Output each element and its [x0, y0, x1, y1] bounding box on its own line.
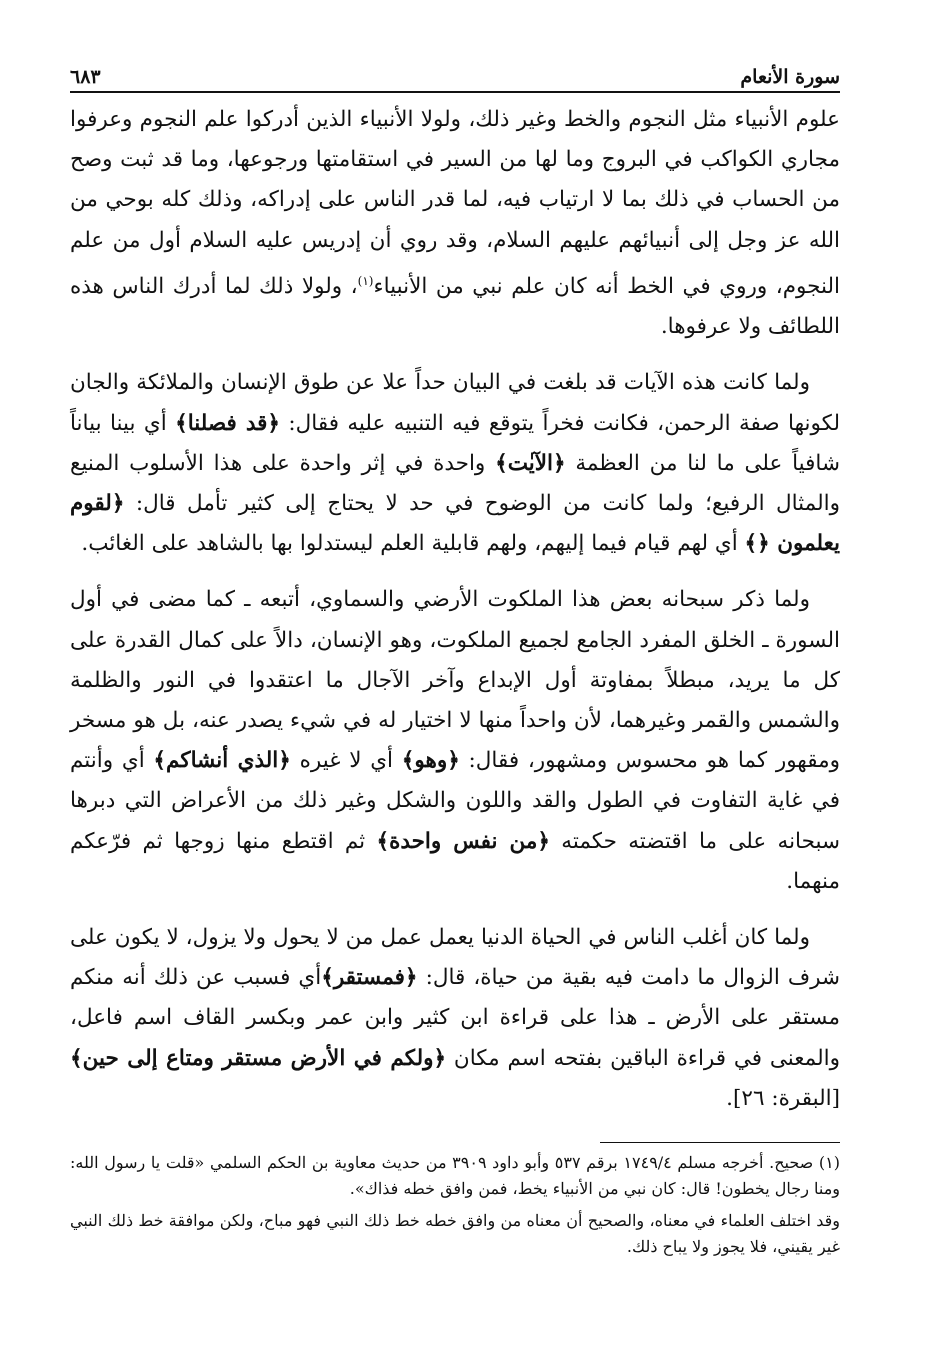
footnote-marker: (١): [357, 273, 374, 288]
quran-quote: ﴿وهو﴾: [401, 748, 460, 774]
quran-quote: ﴿الذي أنشاكم﴾: [153, 748, 291, 774]
footnotes: [70, 1150, 840, 1260]
quran-quote: ﴿فمستقر﴾: [321, 965, 418, 991]
text-run: ولما كان أغلب الناس في الحياة الدنيا يعمل عمل من لا يحول ولا يزول، لا يكون على شرف الزوال ما دامت فيه بقية من حياة، قال:: [70, 925, 841, 991]
quran-quote: ﴿لقوم يعلمون ﴿﴾: [70, 490, 840, 557]
paragraph: [70, 580, 840, 902]
text-run: أي وأنتم في غاية التفاوت في الطول والقد واللون والشكل وغير ذلك من الأعراض التي دبرها سبحانه على ما اقتضته حكمته: [70, 748, 840, 854]
quran-quote: ﴿قد فصلنا﴾: [175, 410, 280, 436]
text-run: أي لا غيره: [290, 748, 402, 774]
main-text: [70, 100, 840, 1119]
footnote-text: وقد اختلف العلماء في معناه، والصحيح أن معناه من وافق خطه خط ذلك النبي فهو مباح، ولكن موافقة خط ذلك النبي غير يقيني، فلا يجوز ولا يباح ذلك.: [70, 1211, 841, 1256]
paragraph: [70, 918, 840, 1119]
text-run: ولما ذكر سبحانه بعض هذا الملكوت الأرضي والسماوي، أتبعه ـ كما مضى في أول السورة ـ الخلق المفرد الجامع لجميع الملكوت، وهو الإنسان، دالاً على كمال القدرة على كل ما يريد، مبطلاً بمفاوتة أول الإبداع وآخر الآجال ما اعتقدوا في النور والظلمة والشمس والقمر وغيرهما، لأن واحداً منها لا اختيار له في شيء يصدر عنه، بل هو مسخر ومقهور كما هو محسوس ومشهور، فقال:: [70, 587, 840, 774]
text-run: ولما كانت هذه الآيات قد بلغت في البيان حداً علا عن طوق الإنسان والملائكة والجان لكونها صفة الرحمن، فكانت فخراً يتوقع فيه التنبيه عليه فقال:: [70, 370, 841, 436]
text-run: ثم اقتطع منها زوجها ثم فرّعكم منهما.: [70, 828, 840, 894]
paragraph: [70, 363, 840, 564]
paragraph: [70, 100, 840, 347]
page-header: [70, 54, 840, 88]
text-run: ، ولولا ذلك لما أدرك الناس هذه اللطائف ولا عرفوها.: [70, 273, 840, 340]
text-run: علوم الأنبياء مثل النجوم والخط وغير ذلك، ولولا الأنبياء الذين أدركوا علم النجوم وعرفوا مجاري الكواكب في البروج وما لها من السير في استقامتها ورجوعها، وما قد ثبت وصح من الحساب في ذلك بما لا ارتياب فيه، لما قدر الناس على إدراكه، وذلك كله بوحي من الله عز وجل إلى أنبيائهم عليهم السلام، وقد روي أن إدريس عليه السلام أول من علم النجوم، وروي في الخط أنه كان علم نبي من الأنبياء: [70, 107, 841, 299]
text-run: أي بينا بياناً شافياً على ما لنا من العظمة: [70, 410, 840, 476]
text-run: واحدة في إثر واحدة على هذا الأسلوب المنيع والمثال الرفيع؛ ولما كانت من الوضوح في حد لا يحتاج إلى كثير تأمل قال:: [70, 450, 840, 516]
quran-quote: ﴿من نفس واحدة﴾: [376, 828, 550, 854]
page-number: ٦٨٣: [70, 66, 101, 88]
quran-quote: ﴿الآيٰت﴾: [495, 450, 566, 476]
text-run: أي فسبب عن ذلك أنه منكم مستقر على الأرض ـ هذا على قراءة ابن كثير وابن عمر وبكسر القاف اسم فاعل، والمعنى في قراءة الباقين بفتحه اسم مكان: [70, 965, 840, 1071]
footnote-separator: [600, 1142, 840, 1143]
text-run: أي لهم قيام فيما إليهم، ولهم قابلية العلم ليستدلوا بها بالشاهد على الغائب.: [81, 531, 745, 557]
chapter-title: سورة الأنعام: [740, 66, 840, 88]
footnote-text: (١) صحيح. أخرجه مسلم ١٧٤٩/٤ برقم ٥٣٧ وأبو داود ٣٩٠٩ من حديث معاوية بن الحكم السلمي «قلت يا رسول الله: ومنا رجال يخطون! قال: كان نبي من الأنبياء يخط، فمن وافق خطه فذاك».: [70, 1153, 840, 1198]
quran-quote: ﴿ولكم في الأرض مستقر ومتاع إلى حين﴾: [70, 1045, 447, 1071]
header-rule: [70, 91, 840, 93]
text-run: [البقرة: ٢٦].: [726, 1085, 840, 1111]
